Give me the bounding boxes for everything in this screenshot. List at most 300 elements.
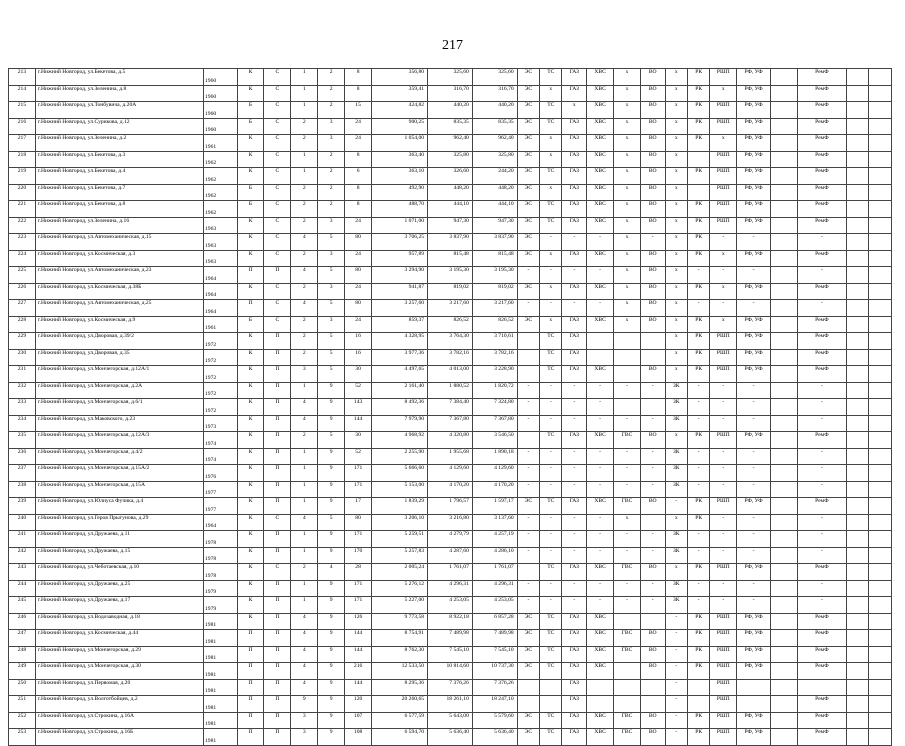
table-cell bbox=[869, 234, 892, 251]
table-cell: 3 706,25 bbox=[372, 234, 428, 251]
table-cell: - bbox=[797, 448, 846, 465]
table-cell: 1972 bbox=[203, 399, 237, 416]
table-cell: - bbox=[587, 531, 614, 548]
table-cell: 217 bbox=[9, 135, 36, 152]
table-cell: ВО bbox=[640, 201, 665, 218]
table-cell: РК bbox=[687, 333, 709, 350]
table-cell: РемФ bbox=[797, 201, 846, 218]
table-cell: г.Нижний Новгород, ул.Дружаева, д.15 bbox=[35, 547, 203, 564]
table-cell: 4 bbox=[291, 300, 318, 317]
table-cell: - bbox=[737, 465, 771, 482]
table-cell: ХВС bbox=[587, 316, 614, 333]
table-cell bbox=[640, 514, 665, 531]
table-cell: 144 bbox=[345, 646, 372, 663]
table-cell: - bbox=[687, 415, 709, 432]
table-cell: 3 710,61 bbox=[472, 333, 517, 350]
table-cell: - bbox=[737, 481, 771, 498]
table-cell: 7 324,80 bbox=[472, 399, 517, 416]
table-cell: - bbox=[687, 465, 709, 482]
table-cell: 5 bbox=[318, 234, 345, 251]
table-cell: ЭС bbox=[517, 316, 539, 333]
table-cell: ЭС bbox=[517, 234, 539, 251]
table-cell: - bbox=[640, 547, 665, 564]
table-cell: РемФ bbox=[797, 168, 846, 185]
table-cell: ГАЗ bbox=[562, 250, 587, 267]
table-cell: 20 260,65 bbox=[372, 696, 428, 713]
table-cell: 5 227,00 bbox=[372, 597, 428, 614]
table-cell: 80 bbox=[345, 234, 372, 251]
table-cell: П bbox=[264, 547, 291, 564]
table-cell: РШП bbox=[710, 712, 737, 729]
table-cell bbox=[847, 696, 869, 713]
table-cell: - bbox=[687, 267, 709, 284]
table-cell: РК bbox=[687, 432, 709, 449]
table-cell: 1961 bbox=[203, 316, 237, 333]
table-cell: 5 bbox=[318, 300, 345, 317]
table-cell: х bbox=[614, 102, 641, 119]
table-cell: 253 bbox=[9, 729, 36, 746]
table-cell: 488,70 bbox=[372, 201, 428, 218]
table-cell: 171 bbox=[345, 580, 372, 597]
table-cell: 2 bbox=[291, 217, 318, 234]
table-cell bbox=[540, 696, 562, 713]
table-cell: - bbox=[737, 399, 771, 416]
table-cell: - bbox=[587, 234, 614, 251]
table-cell: РемФ bbox=[797, 613, 846, 630]
table-cell bbox=[770, 234, 797, 251]
table-cell: 6 857,28 bbox=[472, 613, 517, 630]
table-cell: - bbox=[640, 448, 665, 465]
table-cell: РФ, УФ bbox=[737, 349, 771, 366]
table-cell: ГАЗ bbox=[562, 316, 587, 333]
table-cell bbox=[770, 184, 797, 201]
table-cell: 8 bbox=[345, 85, 372, 102]
table-cell: П bbox=[237, 630, 264, 647]
table-row bbox=[9, 432, 892, 449]
table-cell: 229 bbox=[9, 333, 36, 350]
table-cell: 12 533,50 bbox=[372, 663, 428, 680]
table-cell bbox=[770, 316, 797, 333]
table-cell: 9 bbox=[318, 580, 345, 597]
table-cell: - bbox=[540, 234, 562, 251]
table-cell: 3 217,60 bbox=[428, 300, 473, 317]
table-cell: П bbox=[264, 267, 291, 284]
table-cell: К bbox=[237, 151, 264, 168]
table-cell: г.Нижний Новгород, ул.Космическая, д.9 bbox=[35, 316, 203, 333]
table-cell: РК bbox=[687, 349, 709, 366]
table-cell: г.Нижний Новгород, ул.Бекетова, д.4 bbox=[35, 168, 203, 185]
table-cell: - bbox=[687, 399, 709, 416]
table-cell bbox=[517, 696, 539, 713]
table-cell: 4 170,20 bbox=[472, 481, 517, 498]
table-cell: РФ, УФ bbox=[737, 201, 771, 218]
table-cell: ГВС bbox=[614, 712, 641, 729]
table-cell bbox=[687, 696, 709, 713]
table-cell: 230 bbox=[9, 349, 36, 366]
table-cell bbox=[847, 399, 869, 416]
table-cell: П bbox=[237, 712, 264, 729]
table-cell: РК bbox=[687, 316, 709, 333]
table-cell: РК bbox=[687, 646, 709, 663]
table-cell: П bbox=[237, 696, 264, 713]
table-cell: РШП bbox=[710, 366, 737, 383]
table-cell: РК bbox=[687, 250, 709, 267]
table-cell: - bbox=[687, 580, 709, 597]
table-cell: П bbox=[237, 679, 264, 696]
table-cell: г.Нижний Новгород, ул.Космическая, д.3 bbox=[35, 250, 203, 267]
table-cell: - bbox=[614, 597, 641, 614]
table-cell: 4 bbox=[291, 514, 318, 531]
table-cell: РК bbox=[687, 234, 709, 251]
table-cell: - bbox=[540, 547, 562, 564]
table-cell: 1 bbox=[291, 85, 318, 102]
table-cell: г.Нижний Новгород, ул.Строкина, д.16А bbox=[35, 712, 203, 729]
table-cell: РШП bbox=[710, 69, 737, 86]
table-cell: 1 bbox=[291, 547, 318, 564]
table-cell bbox=[614, 696, 641, 713]
table-cell bbox=[869, 382, 892, 399]
table-cell: г.Нижний Новгород, ул.Первомая, д.20 bbox=[35, 679, 203, 696]
table-cell: 2 bbox=[291, 250, 318, 267]
table-cell: ВО bbox=[640, 69, 665, 86]
table-cell bbox=[847, 102, 869, 119]
table-cell: 216 bbox=[345, 663, 372, 680]
table-cell: г.Нижний Новгород, ул.Мончегорская, д.2А bbox=[35, 382, 203, 399]
table-cell: г.Нижний Новгород, ул.Автомеханическая, д.23 bbox=[35, 267, 203, 284]
table-cell: х bbox=[665, 300, 687, 317]
table-cell: РФ, УФ bbox=[737, 69, 771, 86]
table-cell: 7 545,10 bbox=[428, 646, 473, 663]
table-cell bbox=[847, 118, 869, 135]
table-cell: РШП bbox=[710, 168, 737, 185]
table-cell: П bbox=[264, 630, 291, 647]
table-cell: 835,35 bbox=[472, 118, 517, 135]
table-cell: 4 bbox=[291, 630, 318, 647]
table-cell: - bbox=[614, 580, 641, 597]
table-cell: 24 bbox=[345, 118, 372, 135]
table-cell: РемФ bbox=[797, 366, 846, 383]
table-cell: ЗК bbox=[665, 481, 687, 498]
table-cell: Б bbox=[237, 118, 264, 135]
table-cell: ВО bbox=[640, 366, 665, 383]
table-cell bbox=[770, 613, 797, 630]
table-cell bbox=[847, 679, 869, 696]
table-cell bbox=[797, 679, 846, 696]
table-cell: 1 796,57 bbox=[428, 498, 473, 515]
table-cell: РемФ bbox=[797, 333, 846, 350]
table-cell bbox=[770, 630, 797, 647]
table-cell: 947,30 bbox=[428, 217, 473, 234]
table-cell bbox=[770, 432, 797, 449]
table-cell: 3 bbox=[318, 217, 345, 234]
table-cell: 2 bbox=[318, 168, 345, 185]
table-cell: РШП bbox=[710, 102, 737, 119]
table-cell bbox=[869, 217, 892, 234]
table-row bbox=[9, 597, 892, 614]
table-cell: 5 259,51 bbox=[372, 531, 428, 548]
table-cell: - bbox=[687, 481, 709, 498]
table-cell: С bbox=[264, 234, 291, 251]
table-cell bbox=[869, 316, 892, 333]
table-cell: 1964 bbox=[203, 300, 237, 317]
table-cell: ЗК bbox=[665, 448, 687, 465]
table-cell: 16 bbox=[345, 349, 372, 366]
table-cell: 1963 bbox=[203, 217, 237, 234]
table-cell: К bbox=[237, 597, 264, 614]
table-cell: С bbox=[264, 135, 291, 152]
table-cell: РФ, УФ bbox=[737, 151, 771, 168]
table-cell: г.Нижний Новгород, ул.Героя Прыгунова, д.29 bbox=[35, 514, 203, 531]
table-cell: 1972 bbox=[203, 382, 237, 399]
table-cell: г.Нижний Новгород, ул.Мончегорская, д.15А/2 bbox=[35, 465, 203, 482]
table-cell: - bbox=[587, 465, 614, 482]
table-cell: С bbox=[264, 316, 291, 333]
table-cell: - bbox=[640, 531, 665, 548]
table-cell: ВО bbox=[640, 712, 665, 729]
table-cell: г.Нижний Новгород, ул.Дружаева, д.17 bbox=[35, 597, 203, 614]
table-cell bbox=[770, 679, 797, 696]
table-cell bbox=[869, 597, 892, 614]
table-cell: РШП bbox=[710, 663, 737, 680]
table-cell: К bbox=[237, 465, 264, 482]
table-cell: 962,40 bbox=[428, 135, 473, 152]
table-cell: П bbox=[264, 613, 291, 630]
table-row bbox=[9, 465, 892, 482]
table-cell: ВО bbox=[640, 729, 665, 746]
table-cell: 3 228,90 bbox=[472, 366, 517, 383]
table-cell: - bbox=[562, 465, 587, 482]
table-cell: К bbox=[237, 333, 264, 350]
table-cell: 15 bbox=[345, 102, 372, 119]
table-cell: 1 597,17 bbox=[472, 498, 517, 515]
table-cell: ХВС bbox=[587, 250, 614, 267]
table-cell: ЗК bbox=[665, 597, 687, 614]
table-cell bbox=[869, 696, 892, 713]
table-cell: 171 bbox=[345, 597, 372, 614]
table-cell bbox=[869, 283, 892, 300]
table-cell: 4 253,05 bbox=[428, 597, 473, 614]
table-cell: х bbox=[540, 184, 562, 201]
table-cell: 941,87 bbox=[372, 283, 428, 300]
table-cell: г.Нижний Новгород, ул.Мончегорская, д.29 bbox=[35, 646, 203, 663]
table-cell: 227 bbox=[9, 300, 36, 317]
table-cell: г.Нижний Новгород, ул.Тонбувича, д.20А bbox=[35, 102, 203, 119]
table-cell: - bbox=[562, 234, 587, 251]
table-cell bbox=[869, 547, 892, 564]
table-cell: Б bbox=[237, 201, 264, 218]
table-cell: 3 294,90 bbox=[372, 267, 428, 284]
table-cell: ТС bbox=[540, 102, 562, 119]
table-cell: РК bbox=[687, 69, 709, 86]
table-cell: - bbox=[665, 663, 687, 680]
table-cell: ЗК bbox=[665, 399, 687, 416]
table-cell: РемФ bbox=[797, 498, 846, 515]
table-cell: х bbox=[665, 151, 687, 168]
table-cell: - bbox=[540, 382, 562, 399]
table-cell: 1960 bbox=[203, 85, 237, 102]
table-row bbox=[9, 85, 892, 102]
table-cell: ХВС bbox=[587, 283, 614, 300]
table-cell: х bbox=[665, 118, 687, 135]
table-cell: г.Нижний Новгород, ул.Бекетова, д.7 bbox=[35, 184, 203, 201]
table-cell: х bbox=[614, 168, 641, 185]
table-cell: 1963 bbox=[203, 250, 237, 267]
table-cell: П bbox=[264, 415, 291, 432]
table-cell: 4 320,80 bbox=[428, 432, 473, 449]
table-cell: 7 376,26 bbox=[428, 679, 473, 696]
table-cell bbox=[869, 448, 892, 465]
table-cell: РК bbox=[687, 514, 709, 531]
table-cell: - bbox=[737, 234, 771, 251]
table-cell: ТС bbox=[540, 366, 562, 383]
table-cell: 1962 bbox=[203, 184, 237, 201]
table-cell bbox=[540, 679, 562, 696]
table-cell bbox=[770, 712, 797, 729]
table-cell: 826,52 bbox=[472, 316, 517, 333]
table-cell: - bbox=[797, 514, 846, 531]
table-cell: х bbox=[665, 316, 687, 333]
table-cell bbox=[640, 613, 665, 630]
table-cell bbox=[770, 531, 797, 548]
table-cell: ГВС bbox=[614, 630, 641, 647]
table-cell: 3 bbox=[291, 366, 318, 383]
table-cell: - bbox=[540, 415, 562, 432]
table-cell: С bbox=[264, 184, 291, 201]
table-row bbox=[9, 696, 892, 713]
table-cell bbox=[847, 646, 869, 663]
table-row bbox=[9, 300, 892, 317]
table-cell: 819,02 bbox=[428, 283, 473, 300]
table-cell: ВО bbox=[640, 168, 665, 185]
table-cell bbox=[770, 250, 797, 267]
table-cell: РК bbox=[687, 564, 709, 581]
table-cell: 4 129,60 bbox=[428, 465, 473, 482]
table-cell: РШП bbox=[710, 729, 737, 746]
table-cell: К bbox=[237, 580, 264, 597]
table-cell: РемФ bbox=[797, 564, 846, 581]
table-cell: 819,02 bbox=[472, 283, 517, 300]
table-cell: - bbox=[614, 547, 641, 564]
table-cell: ТС bbox=[540, 646, 562, 663]
table-cell bbox=[517, 564, 539, 581]
table-cell: К bbox=[237, 283, 264, 300]
table-cell: П bbox=[264, 729, 291, 746]
table-cell: - bbox=[710, 580, 737, 597]
table-cell: ГАЗ bbox=[562, 168, 587, 185]
table-cell: ТС bbox=[540, 168, 562, 185]
table-cell: 1972 bbox=[203, 349, 237, 366]
table-cell: 52 bbox=[345, 382, 372, 399]
table-cell: 1963 bbox=[203, 234, 237, 251]
table-cell: - bbox=[614, 465, 641, 482]
table-cell: х bbox=[665, 201, 687, 218]
table-cell: ГВС bbox=[614, 432, 641, 449]
table-cell: ГАЗ bbox=[562, 679, 587, 696]
table-cell: РК bbox=[687, 283, 709, 300]
table-cell: 9 773,58 bbox=[372, 613, 428, 630]
table-cell: 234 bbox=[9, 415, 36, 432]
table-cell: 5 276,12 bbox=[372, 580, 428, 597]
table-cell: 5 153,00 bbox=[372, 481, 428, 498]
table-cell: - bbox=[737, 514, 771, 531]
table-cell bbox=[770, 547, 797, 564]
table-cell: 9 bbox=[318, 481, 345, 498]
table-row bbox=[9, 349, 892, 366]
table-cell: 4 328,95 bbox=[372, 333, 428, 350]
table-row bbox=[9, 399, 892, 416]
table-cell: - bbox=[540, 465, 562, 482]
table-cell: ГАЗ bbox=[562, 366, 587, 383]
table-cell: г.Нижний Новгород, ул.Чеботаевская, д.10 bbox=[35, 564, 203, 581]
table-cell: ХВС bbox=[587, 184, 614, 201]
table-cell bbox=[770, 498, 797, 515]
table-cell: - bbox=[710, 481, 737, 498]
table-cell: - bbox=[797, 267, 846, 284]
table-cell: 5 bbox=[318, 267, 345, 284]
table-cell bbox=[847, 481, 869, 498]
table-cell bbox=[869, 679, 892, 696]
table-cell: - bbox=[614, 382, 641, 399]
table-cell: 1 761,07 bbox=[472, 564, 517, 581]
table-cell bbox=[770, 382, 797, 399]
table-cell: П bbox=[237, 267, 264, 284]
table-cell bbox=[517, 333, 539, 350]
table-cell: РемФ bbox=[797, 712, 846, 729]
table-cell: ГАЗ bbox=[562, 663, 587, 680]
table-cell: х bbox=[665, 85, 687, 102]
table-cell: х bbox=[614, 184, 641, 201]
table-cell: 9 bbox=[318, 679, 345, 696]
table-cell: К bbox=[237, 135, 264, 152]
table-cell: 1978 bbox=[203, 531, 237, 548]
table-cell: - bbox=[797, 597, 846, 614]
table-cell: 363,10 bbox=[372, 168, 428, 185]
table-row bbox=[9, 382, 892, 399]
table-cell: РемФ bbox=[797, 663, 846, 680]
table-cell: 18 261,10 bbox=[428, 696, 473, 713]
table-cell bbox=[770, 333, 797, 350]
table-cell: РФ, УФ bbox=[737, 85, 771, 102]
table-cell bbox=[770, 85, 797, 102]
table-cell: ТС bbox=[540, 349, 562, 366]
table-cell bbox=[687, 151, 709, 168]
table-cell: 7 979,90 bbox=[372, 415, 428, 432]
table-cell: 17 bbox=[345, 498, 372, 515]
table-cell: - bbox=[614, 415, 641, 432]
table-cell: РФ, УФ bbox=[737, 712, 771, 729]
table-cell: К bbox=[237, 399, 264, 416]
table-cell: 221 bbox=[9, 201, 36, 218]
table-cell: П bbox=[264, 580, 291, 597]
table-cell bbox=[869, 102, 892, 119]
table-cell bbox=[587, 333, 614, 350]
table-cell: 492,90 bbox=[372, 184, 428, 201]
table-cell: П bbox=[264, 382, 291, 399]
table-cell: х bbox=[540, 85, 562, 102]
table-cell: 28 bbox=[345, 564, 372, 581]
table-cell bbox=[847, 85, 869, 102]
table-row bbox=[9, 531, 892, 548]
table-cell: - bbox=[517, 547, 539, 564]
table-cell: 7 384,40 bbox=[428, 399, 473, 416]
table-cell: 4 296,31 bbox=[472, 580, 517, 597]
table-cell bbox=[770, 201, 797, 218]
table-cell: 9 bbox=[318, 630, 345, 647]
table-cell: 1 bbox=[291, 465, 318, 482]
table-cell: РК bbox=[687, 102, 709, 119]
table-cell: - bbox=[517, 415, 539, 432]
table-cell bbox=[869, 250, 892, 267]
